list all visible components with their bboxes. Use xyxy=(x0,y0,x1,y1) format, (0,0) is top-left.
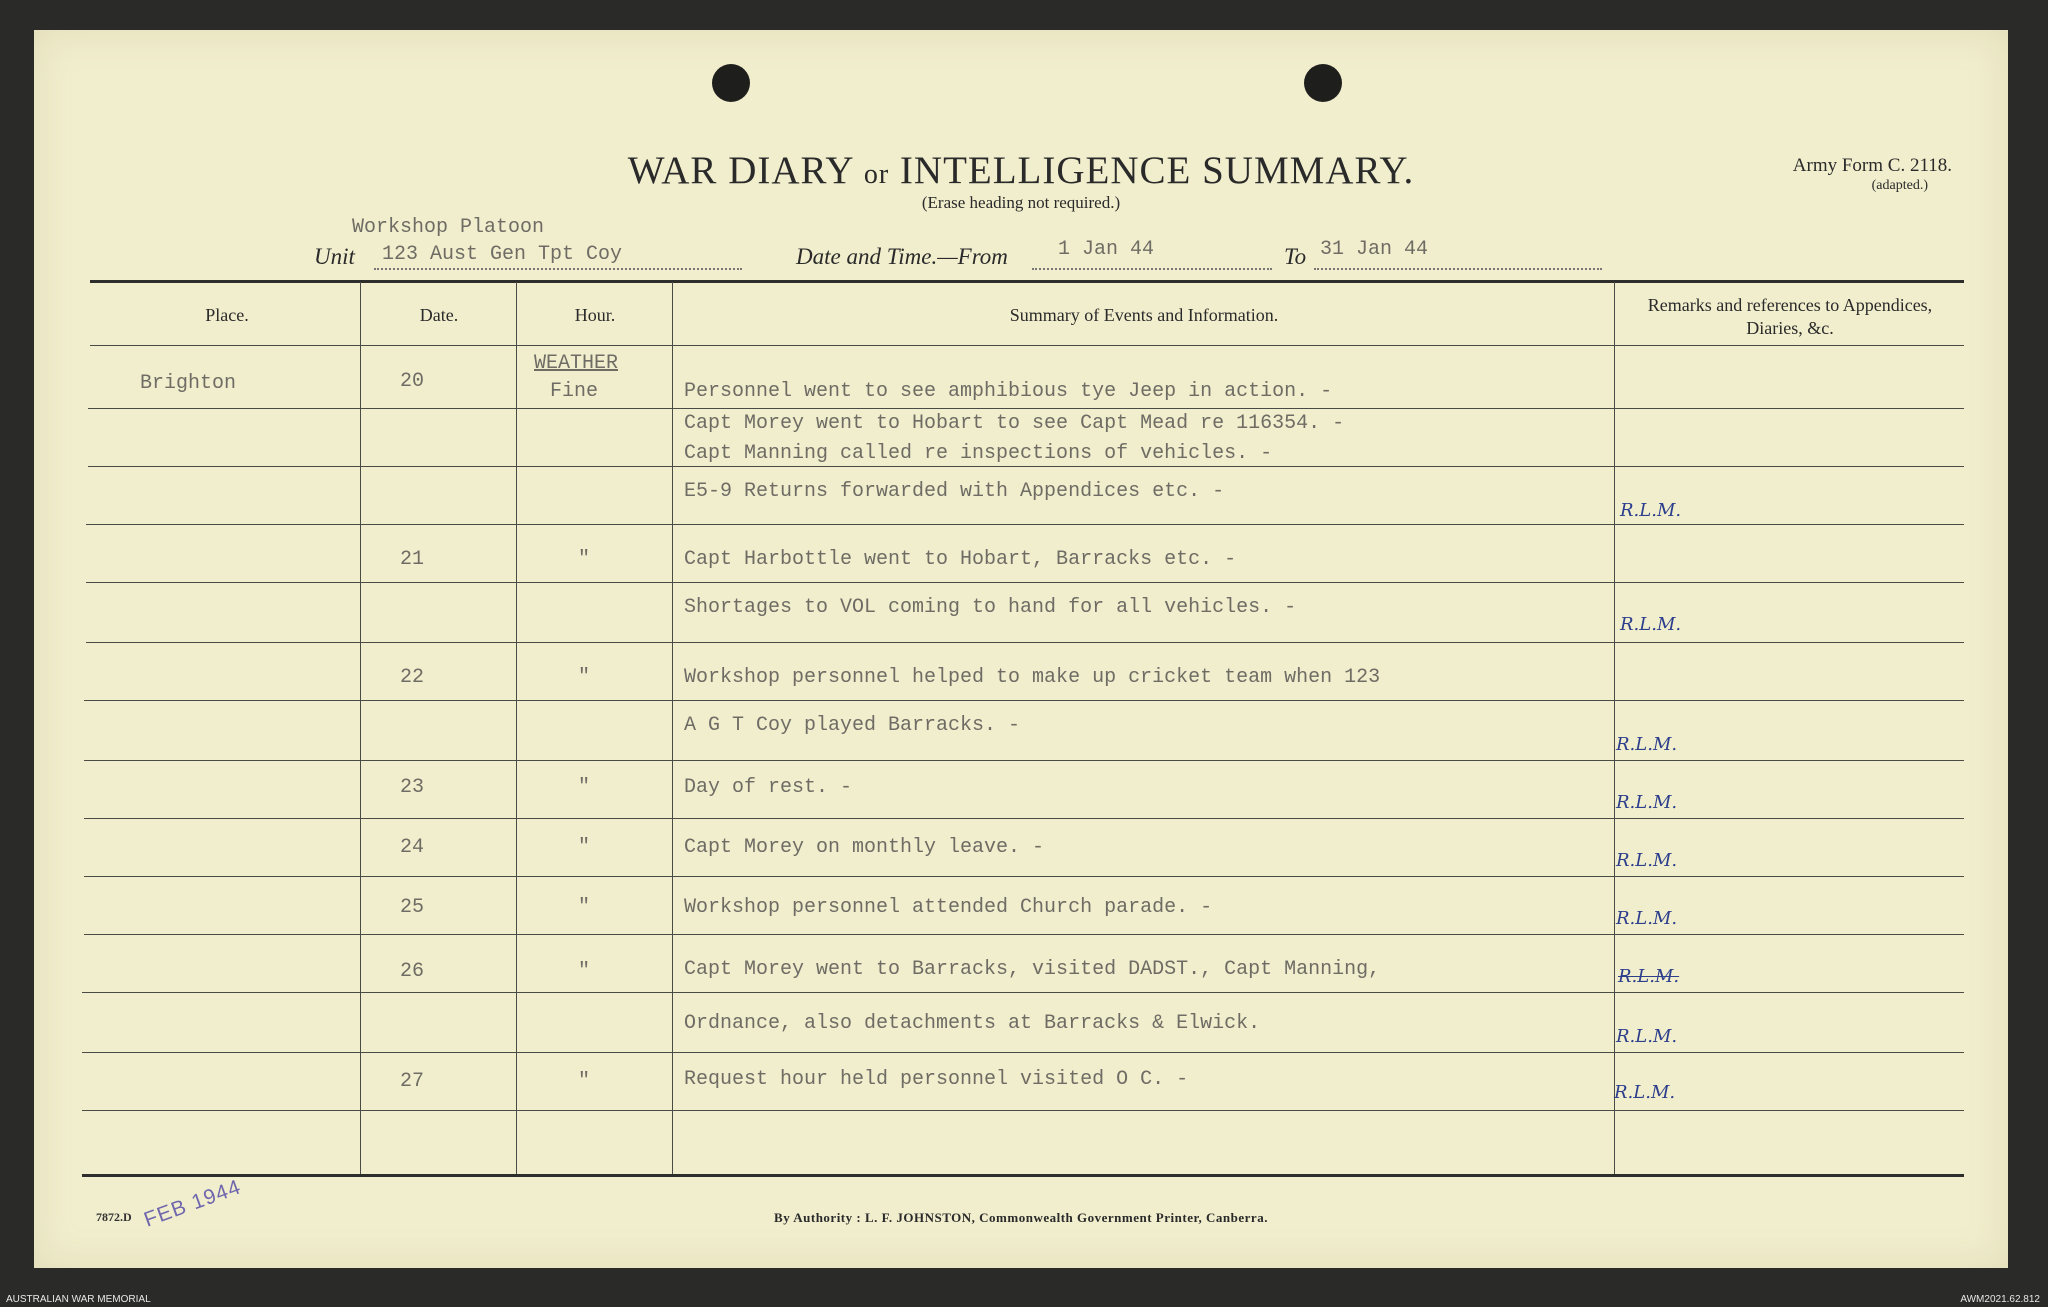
to-dotline xyxy=(1314,268,1602,270)
row-rule xyxy=(84,934,1964,935)
date-cell: 21 xyxy=(400,548,425,571)
row-rule xyxy=(82,1110,1964,1111)
remark-initials: R.L.M. xyxy=(1616,850,1678,871)
date-cell: 24 xyxy=(400,836,425,859)
hour-cell: WEATHER xyxy=(534,352,619,375)
row-rule xyxy=(90,345,1964,346)
hour-cell: " xyxy=(578,836,591,859)
remark-initials: R.L.M. xyxy=(1620,500,1682,521)
date-cell: 26 xyxy=(400,960,425,983)
col-divider xyxy=(672,282,673,1174)
to-label: To xyxy=(1284,244,1307,269)
unit-line-1: Workshop Platoon xyxy=(352,216,545,239)
printer-authority: By Authority : L. F. JOHNSTON, Commonwealth Government Printer, Canberra. xyxy=(774,1210,1268,1225)
to-date: 31 Jan 44 xyxy=(1320,238,1429,261)
summary-cell: Capt Manning called re inspections of vehicles. - xyxy=(684,442,1273,465)
summary-cell: Personnel went to see amphibious tye Jeep in action. - xyxy=(684,380,1333,403)
remark-initials: R.L.M. xyxy=(1616,792,1678,813)
place-cell: Brighton xyxy=(140,372,237,395)
date-cell: 22 xyxy=(400,666,425,689)
col-divider xyxy=(1614,282,1615,1174)
remark-initials: R.L.M. xyxy=(1614,1082,1676,1103)
remark-initials: R.L.M. xyxy=(1620,614,1682,635)
date-cell: 20 xyxy=(400,370,425,393)
row-rule xyxy=(86,582,1964,583)
army-form-number: Army Form C. 2118. (adapted.) xyxy=(1792,155,1952,193)
col-head-date: Date. xyxy=(419,305,459,325)
from-date: 1 Jan 44 xyxy=(1058,238,1155,261)
summary-cell: Capt Morey went to Hobart to see Capt Mead re 116354. - xyxy=(684,412,1345,435)
print-number: 7872.D xyxy=(96,1210,132,1224)
summary-cell: Day of rest. - xyxy=(684,776,853,799)
row-rule xyxy=(84,876,1964,877)
col-divider xyxy=(516,282,517,1174)
archive-label-right: AWM2021.62.812 xyxy=(1960,1294,2040,1305)
date-stamp: FEB 1944 xyxy=(140,1175,245,1232)
hour-cell: " xyxy=(578,776,591,799)
punch-hole xyxy=(1304,64,1342,102)
punch-hole xyxy=(712,64,750,102)
summary-cell: Ordnance, also detachments at Barracks & Elwick. xyxy=(684,1012,1261,1035)
summary-cell: Capt Morey went to Barracks, visited DADST., Capt Manning, xyxy=(684,958,1381,981)
row-rule xyxy=(88,466,1964,467)
col-head-summary: Summary of Events and Information. xyxy=(1009,305,1279,325)
summary-cell: Workshop personnel helped to make up cricket team when 123 xyxy=(684,666,1381,689)
date-cell: 23 xyxy=(400,776,425,799)
summary-cell: Request hour held personnel visited O C. - xyxy=(684,1068,1189,1091)
unit-dotline xyxy=(374,268,742,270)
table-bottom-rule xyxy=(82,1174,1964,1177)
date-time-label: Date and Time.—From xyxy=(796,244,1008,269)
hour-cell: " xyxy=(578,548,591,571)
row-rule xyxy=(84,760,1964,761)
unit-label: Unit xyxy=(314,244,355,269)
diary-page xyxy=(34,30,2008,1268)
col-divider xyxy=(360,282,361,1174)
summary-cell: Workshop personnel attended Church parade. - xyxy=(684,896,1213,919)
from-dotline xyxy=(1032,268,1272,270)
hour-cell: " xyxy=(578,960,591,983)
hour-cell: " xyxy=(578,666,591,689)
col-head-place: Place. xyxy=(205,305,249,325)
row-rule xyxy=(84,818,1964,819)
hour-cell: Fine xyxy=(550,380,599,403)
row-rule xyxy=(84,700,1964,701)
summary-cell: Shortages to VOL coming to hand for all vehicles. - xyxy=(684,596,1297,619)
date-cell: 25 xyxy=(400,896,425,919)
remark-initials: R.L.M. xyxy=(1616,908,1678,929)
summary-cell: Capt Harbottle went to Hobart, Barracks etc. - xyxy=(684,548,1237,571)
remark-initials: R.L.M. xyxy=(1618,966,1680,987)
summary-cell: E5-9 Returns forwarded with Appendices etc. - xyxy=(684,480,1225,503)
archive-label-left: AUSTRALIAN WAR MEMORIAL xyxy=(6,1294,151,1305)
hour-cell: " xyxy=(578,896,591,919)
remark-initials: R.L.M. xyxy=(1616,1026,1678,1047)
form-title: WAR DIARY or INTELLIGENCE SUMMARY. xyxy=(627,149,1415,192)
table-top-rule xyxy=(90,280,1964,283)
col-head-remarks: Remarks and references to Appendices, Diaries, &c. xyxy=(1647,295,1933,338)
unit-line-2: 123 Aust Gen Tpt Coy xyxy=(382,243,623,266)
col-head-hour: Hour. xyxy=(574,305,616,325)
row-rule xyxy=(86,642,1964,643)
hour-cell: " xyxy=(578,1070,591,1093)
row-rule xyxy=(82,1052,1964,1053)
row-rule xyxy=(86,524,1964,525)
row-rule xyxy=(82,992,1964,993)
summary-cell: A G T Coy played Barracks. - xyxy=(684,714,1021,737)
row-rule xyxy=(88,408,1964,409)
date-cell: 27 xyxy=(400,1070,425,1093)
summary-cell: Capt Morey on monthly leave. - xyxy=(684,836,1045,859)
remark-initials: R.L.M. xyxy=(1616,734,1678,755)
form-subtitle: (Erase heading not required.) xyxy=(921,193,1121,212)
